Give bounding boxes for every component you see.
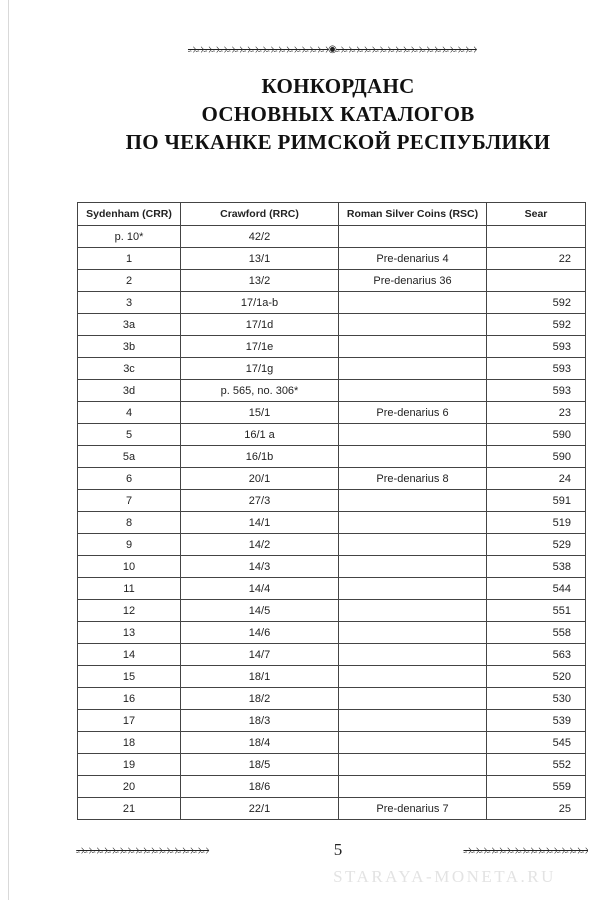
cell-crawford: 18/1 (181, 666, 339, 688)
table-row (78, 622, 586, 644)
table-row (78, 644, 586, 666)
table-row (78, 710, 586, 732)
cell-sydenham: 4 (78, 402, 181, 424)
cell-sydenham: 8 (78, 512, 181, 534)
page-number: 5 (333, 840, 343, 859)
cell-sear: 519 (487, 512, 586, 534)
cell-crawford: 13/1 (181, 248, 339, 270)
table-row (78, 380, 586, 402)
cell-rsc (339, 556, 487, 578)
ornament-right: ⭌⭌⭌⭌⭌⭌⭌⭌⭌⭌⭌⭌⭌⭌⭌⭌⭌⭌ (335, 44, 477, 54)
cell-crawford: 16/1 a (181, 424, 339, 446)
cell-sydenham: 20 (78, 776, 181, 798)
cell-crawford: 14/6 (181, 622, 339, 644)
top-ornament-border (76, 44, 588, 54)
bottom-ornament-right: ⭌⭌⭌⭌⭌⭌⭌⭌⭌⭌⭌⭌⭌⭌⭌⭌ (463, 845, 588, 855)
cell-sear: 22 (487, 248, 586, 270)
table-row (78, 732, 586, 754)
cell-rsc (339, 600, 487, 622)
cell-sydenham: 11 (78, 578, 181, 600)
cell-sear: 25 (487, 798, 586, 820)
cell-rsc (339, 226, 487, 248)
watermark: STARAYA-MONETA.RU (333, 867, 556, 886)
cell-sydenham: 5a (78, 446, 181, 468)
cell-sear: 520 (487, 666, 586, 688)
cell-rsc (339, 732, 487, 754)
cell-sydenham: p. 10* (78, 226, 181, 248)
table-row (78, 776, 586, 798)
cell-sear: 23 (487, 402, 586, 424)
cell-sydenham: 3a (78, 314, 181, 336)
cell-sydenham: 7 (78, 490, 181, 512)
cell-crawford: 20/1 (181, 468, 339, 490)
cell-sear: 592 (487, 314, 586, 336)
cell-sear: 551 (487, 600, 586, 622)
table-row (78, 798, 586, 820)
cell-sear: 552 (487, 754, 586, 776)
cell-crawford: 14/3 (181, 556, 339, 578)
cell-rsc (339, 292, 487, 314)
header-crawford: Crawford (RRC) (181, 203, 339, 226)
table-row (78, 292, 586, 314)
cell-crawford: 27/3 (181, 490, 339, 512)
cell-sydenham: 12 (78, 600, 181, 622)
cell-rsc: Pre-denarius 8 (339, 468, 487, 490)
table-row (78, 446, 586, 468)
cell-crawford: 14/7 (181, 644, 339, 666)
header-sear: Sear (487, 203, 586, 226)
cell-sydenham: 17 (78, 710, 181, 732)
cell-crawford: 16/1b (181, 446, 339, 468)
table-row (78, 226, 586, 248)
cell-crawford: 13/2 (181, 270, 339, 292)
cell-sear: 590 (487, 446, 586, 468)
table-row (78, 754, 586, 776)
cell-sydenham: 1 (78, 248, 181, 270)
cell-rsc (339, 644, 487, 666)
bottom-ornament-left: ⭌⭌⭌⭌⭌⭌⭌⭌⭌⭌⭌⭌⭌⭌⭌⭌⭌ (76, 845, 209, 855)
cell-sear: 530 (487, 688, 586, 710)
cell-rsc (339, 710, 487, 732)
cell-crawford: 18/2 (181, 688, 339, 710)
table-row (78, 688, 586, 710)
cell-sydenham: 9 (78, 534, 181, 556)
cell-rsc (339, 314, 487, 336)
cell-crawford: 15/1 (181, 402, 339, 424)
cell-sydenham: 3b (78, 336, 181, 358)
cell-crawford: 18/6 (181, 776, 339, 798)
table-row (78, 556, 586, 578)
cell-sear: 545 (487, 732, 586, 754)
cell-rsc (339, 424, 487, 446)
cell-rsc: Pre-denarius 36 (339, 270, 487, 292)
cell-rsc (339, 534, 487, 556)
table-row (78, 490, 586, 512)
cell-sear: 592 (487, 292, 586, 314)
cell-rsc (339, 336, 487, 358)
cell-sydenham: 15 (78, 666, 181, 688)
table-row (78, 666, 586, 688)
cell-sear: 591 (487, 490, 586, 512)
cell-sydenham: 3c (78, 358, 181, 380)
cell-crawford: 17/1e (181, 336, 339, 358)
cell-sear: 590 (487, 424, 586, 446)
cell-crawford: p. 565, no. 306* (181, 380, 339, 402)
cell-sear: 529 (487, 534, 586, 556)
title-line-2: ОСНОВНЫХ КАТАЛОГОВ (201, 102, 475, 126)
table-row (78, 534, 586, 556)
cell-sear: 593 (487, 380, 586, 402)
ornament-left: ⭌⭌⭌⭌⭌⭌⭌⭌⭌⭌⭌⭌⭌⭌⭌⭌⭌⭌ (187, 44, 329, 54)
cell-crawford: 14/1 (181, 512, 339, 534)
cell-sydenham: 6 (78, 468, 181, 490)
cell-crawford: 18/5 (181, 754, 339, 776)
title-line-3: ПО ЧЕКАНКЕ РИМСКОЙ РЕСПУБЛИКИ (125, 130, 551, 154)
cell-rsc (339, 622, 487, 644)
cell-crawford: 18/3 (181, 710, 339, 732)
page-edge-line (8, 0, 9, 900)
table-row (78, 402, 586, 424)
header-rsc: Roman Silver Coins (RSC) (339, 203, 487, 226)
table-row (78, 578, 586, 600)
page-title (60, 72, 589, 156)
header-sydenham: Sydenham (CRR) (78, 203, 181, 226)
cell-crawford: 18/4 (181, 732, 339, 754)
cell-sydenham: 19 (78, 754, 181, 776)
cell-crawford: 14/5 (181, 600, 339, 622)
cell-rsc (339, 666, 487, 688)
cell-sear: 558 (487, 622, 586, 644)
cell-sydenham: 3 (78, 292, 181, 314)
cell-rsc (339, 754, 487, 776)
cell-sydenham: 3d (78, 380, 181, 402)
table-body (78, 226, 586, 820)
cell-sear: 563 (487, 644, 586, 666)
cell-sydenham: 5 (78, 424, 181, 446)
cell-rsc (339, 578, 487, 600)
table-row (78, 314, 586, 336)
cell-rsc (339, 380, 487, 402)
table-row (78, 468, 586, 490)
cell-rsc (339, 776, 487, 798)
cell-sydenham: 13 (78, 622, 181, 644)
cell-rsc: Pre-denarius 6 (339, 402, 487, 424)
cell-crawford: 22/1 (181, 798, 339, 820)
cell-rsc (339, 490, 487, 512)
cell-sear: 539 (487, 710, 586, 732)
table-row (78, 424, 586, 446)
cell-crawford: 14/2 (181, 534, 339, 556)
cell-sydenham: 16 (78, 688, 181, 710)
cell-sydenham: 18 (78, 732, 181, 754)
cell-sydenham: 10 (78, 556, 181, 578)
cell-sear: 544 (487, 578, 586, 600)
cell-sydenham: 21 (78, 798, 181, 820)
cell-rsc (339, 512, 487, 534)
table-row (78, 600, 586, 622)
ornament-center-dot-icon: ◉ (328, 44, 336, 54)
cell-sear (487, 226, 586, 248)
cell-rsc (339, 446, 487, 468)
cell-sear: 593 (487, 336, 586, 358)
cell-crawford: 42/2 (181, 226, 339, 248)
cell-rsc (339, 688, 487, 710)
concordance-table (77, 202, 586, 820)
cell-sear: 24 (487, 468, 586, 490)
cell-crawford: 17/1a-b (181, 292, 339, 314)
title-line-1: КОНКОРДАНС (261, 74, 415, 98)
cell-sear: 593 (487, 358, 586, 380)
table-row (78, 336, 586, 358)
cell-rsc: Pre-denarius 7 (339, 798, 487, 820)
table-header-row (78, 203, 586, 226)
cell-crawford: 17/1g (181, 358, 339, 380)
table-row (78, 270, 586, 292)
table-row (78, 512, 586, 534)
cell-rsc (339, 358, 487, 380)
cell-crawford: 17/1d (181, 314, 339, 336)
cell-sydenham: 2 (78, 270, 181, 292)
table-row (78, 358, 586, 380)
cell-sear (487, 270, 586, 292)
cell-crawford: 14/4 (181, 578, 339, 600)
table-row (78, 248, 586, 270)
cell-sydenham: 14 (78, 644, 181, 666)
cell-rsc: Pre-denarius 4 (339, 248, 487, 270)
cell-sear: 538 (487, 556, 586, 578)
cell-sear: 559 (487, 776, 586, 798)
